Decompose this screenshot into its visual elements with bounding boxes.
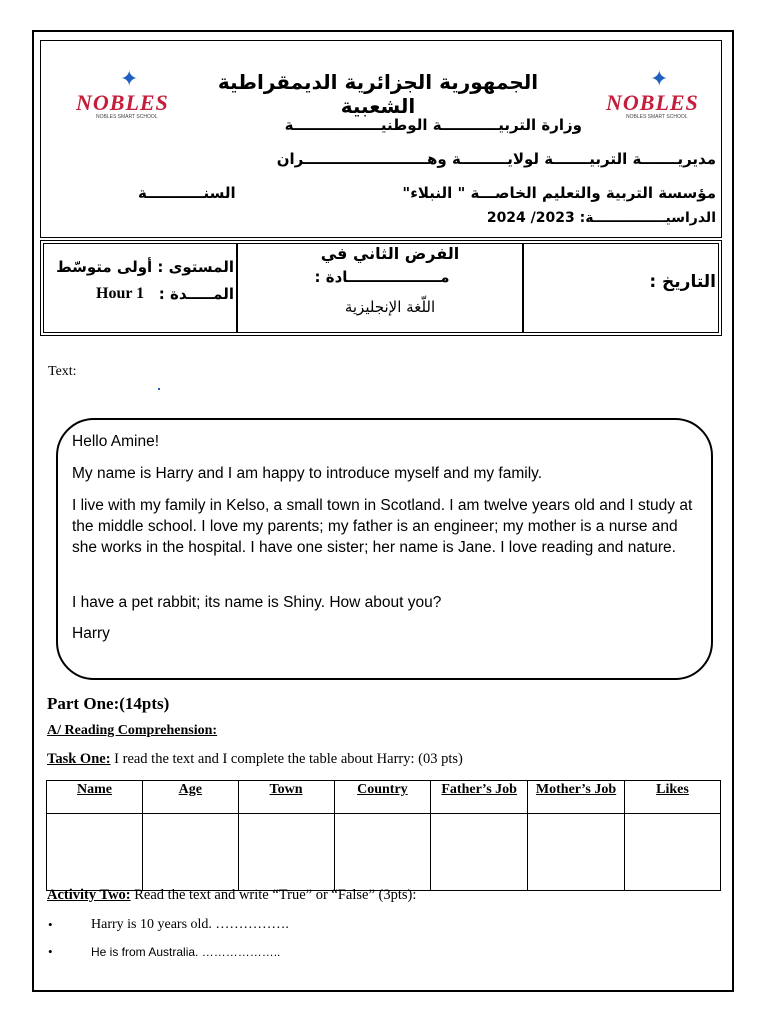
- task-one-label: Task One:: [47, 751, 111, 767]
- reading-comprehension-title: A/ Reading Comprehension:: [47, 723, 218, 738]
- nobles-logo-left: ✦ NOBLES NOBLES SMART SCHOOL: [76, 66, 169, 120]
- answer-cell-age[interactable]: [143, 814, 239, 891]
- dot-mark: [158, 388, 160, 390]
- republic-title: الجمهورية الجزائرية الديمقراطية الشعبية: [217, 70, 539, 118]
- ministry-line: وزارة التربيـــــــــــة الوطنيـــــــــــــــــة: [284, 116, 582, 134]
- answer-cell-country[interactable]: [334, 814, 431, 891]
- answer-cell-likes[interactable]: [625, 814, 721, 891]
- answer-cell-town[interactable]: [238, 814, 334, 891]
- letter-paragraph-3: I have a pet rabbit; its name is Shiny. How about you?: [72, 594, 442, 611]
- header-mother-job: Mother’s Job: [528, 781, 625, 814]
- task-one-line: [47, 751, 463, 768]
- header-name: Name: [47, 781, 143, 814]
- institution-line: مؤسسة التربية والتعليم الخاصـــة " النبلاء": [402, 184, 716, 202]
- header-likes: Likes: [625, 781, 721, 814]
- date-label: التاريخ :: [649, 272, 716, 292]
- statement-2: He is from Australia. ………………..: [91, 945, 281, 959]
- bullet-icon: •: [48, 944, 53, 959]
- subject-label: مــــــــــــــــــادة :: [314, 268, 450, 286]
- star-figure-icon: ✦: [650, 66, 669, 91]
- activity-two-text: Read the text and write “True” or “False” (3pts):: [130, 887, 417, 903]
- statement-1: Harry is 10 years old. …………….: [91, 917, 289, 932]
- header-country: Country: [334, 781, 431, 814]
- task-one-text: I read the text and I complete the table about Harry: (03 pts): [110, 751, 463, 767]
- answer-cell-name[interactable]: [47, 814, 143, 891]
- letter-paragraph-2: I live with my family in Kelso, a small town in Scotland. I am twelve years old and I study at the middle school. I love my parents; my father is an engineer; my mother is a nurse and she works in the hospital. I have one sister; her name is Jane. I love reading and nature.: [72, 497, 693, 556]
- text-label: Text:: [48, 364, 77, 379]
- harry-info-table: [46, 780, 721, 891]
- header-town: Town: [238, 781, 334, 814]
- level-line: المستوى : أولى متوسّط: [56, 258, 234, 276]
- letter-greeting: Hello Amine!: [72, 433, 160, 450]
- duration-value: Hour 1: [96, 285, 145, 302]
- star-figure-icon: ✦: [120, 66, 139, 91]
- activity-two-label: Activity Two:: [47, 887, 131, 903]
- header-age: Age: [143, 781, 239, 814]
- letter-paragraph-1: My name is Harry and I am happy to introduce myself and my family.: [72, 465, 543, 482]
- directorate-line: مديريـــــــة التربيـــــــة لولايـــــــــة وهــــــــــــــــــــــــران: [276, 150, 716, 168]
- answer-cell-father-job[interactable]: [431, 814, 528, 891]
- letter-signature: Harry: [72, 625, 110, 642]
- bullet-icon: •: [48, 917, 53, 932]
- part-one-title: Part One:(14pts): [47, 694, 170, 713]
- school-year: الدراسيـــــــــــــــة: 2023/ 2024: [486, 210, 716, 226]
- nobles-logo-right: ✦ NOBLES NOBLES SMART SCHOOL: [606, 66, 699, 120]
- table-header-row: [47, 781, 721, 814]
- subject-value: اللّغة الإنجليزية: [344, 298, 436, 316]
- duration-label: المـــــدة :: [158, 285, 234, 303]
- exam-title: الفرض الثاني في: [320, 244, 460, 263]
- answer-cell-mother-job[interactable]: [528, 814, 625, 891]
- table-answer-row: [47, 814, 721, 891]
- header-father-job: Father’s Job: [431, 781, 528, 814]
- year-label: السنـــــــــــة: [138, 184, 236, 202]
- activity-two-line: [47, 887, 416, 904]
